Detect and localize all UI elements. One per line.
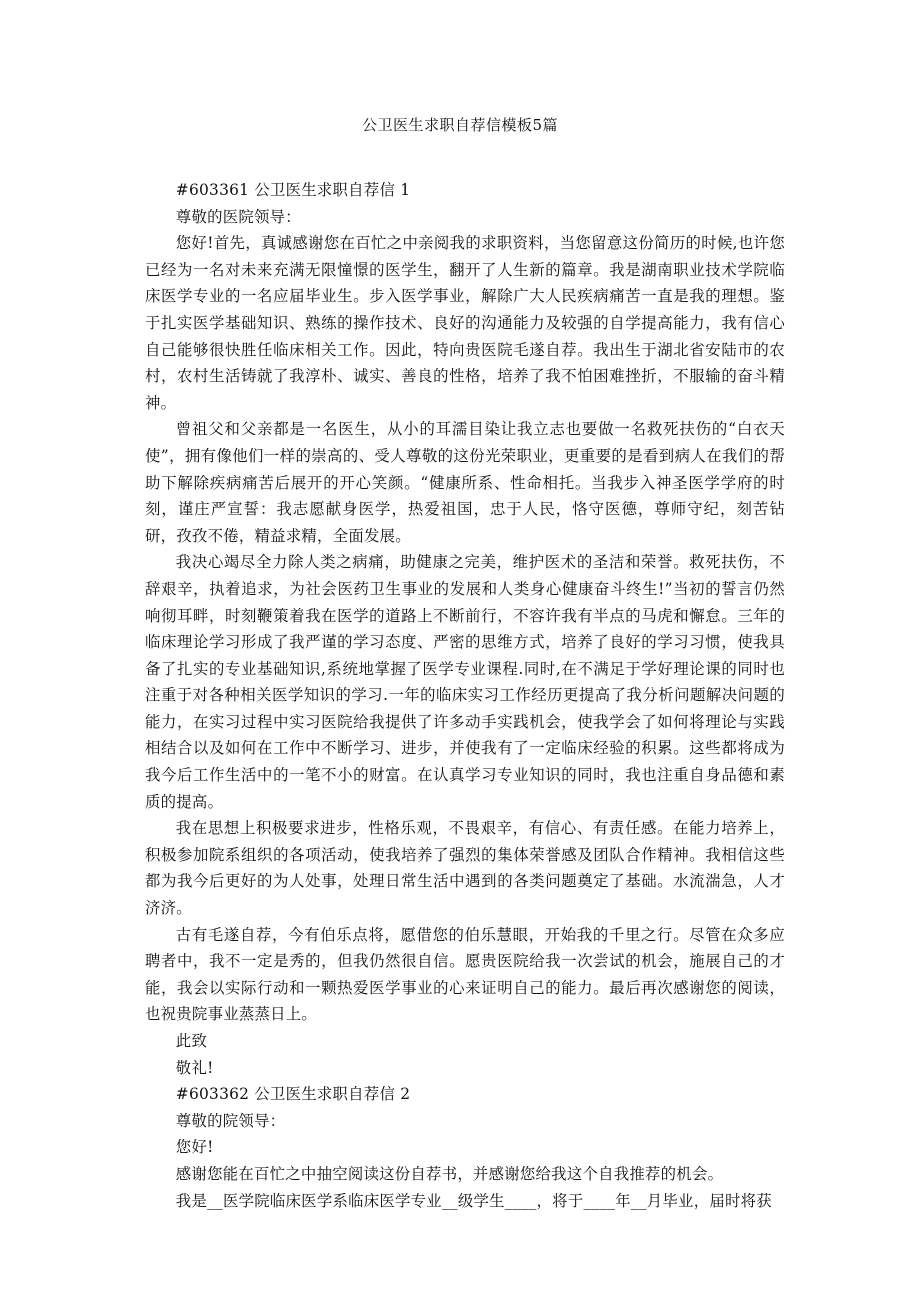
letter-1-salutation: 尊敬的医院领导： <box>175 207 301 226</box>
letter-2-greeting: 您好! <box>175 1138 214 1157</box>
letter-1-paragraph: 我在思想上积极要求进步，性格乐观，不畏艰辛，有信心、有责任感。在能力培养上，积极参加院系组织的各项活动，使我培养了强烈的集体荣誉感及团队合作精神。我相信这些都为我今后更好的为人处事，处理日常生活中遇到的各类问题奠定了基础。水流湍急，人才济济。 <box>145 819 785 918</box>
document-title: 公卫医生求职自荐信模板5篇 <box>361 116 559 134</box>
letter-2-paragraph: 感谢您能在百忙之中抽空阅读这份自荐书，并感谢您给我这个自我推荐的机会。 <box>175 1164 724 1183</box>
letter-1-heading: #603361 公卫医生求职自荐信 1 <box>175 181 411 199</box>
letter-2-salutation: 尊敬的院领导： <box>175 1111 286 1130</box>
letter-1-paragraph: 曾祖父和父亲都是一名医生，从小的耳濡目染让我立志也要做一名救死扶伤的“白衣天使”，拥有像他们一样的崇高的、受人尊敬的这份光荣职业，更重要的是看到病人在我们的帮助下解除疾病痛苦后展开的开心笑颜。“健康所系、性命相托。当我步入神圣医学学府的时刻，谨庄严宣誓：我志愿献身医学，热爱祖国，忠于人民，恪守医德，尊师守纪，刻苦钻研，孜孜不倦，精益求精，全面发展。 <box>145 420 785 545</box>
letter-1-paragraph: 我决心竭尽全力除人类之病痛，助健康之完美，维护医术的圣洁和荣誉。救死扶伤，不辞艰辛，执着追求，为社会医药卫生事业的发展和人类身心健康奋斗终生!”当初的誓言仍然响彻耳畔，时刻鞭策着我在医学的道路上不断前行，不容许我有半点的马虎和懈怠。三年的临床理论学习形成了我严谨的学习态度、严密的思维方式，培养了良好的学习习惯，使我具备了扎实的专业基础知识,系统地掌握了医学专业课程.同时,在不满足于学好理论课的同时也注重于对各种相关医学知识的学习.一年的临床实习工作经历更提高了我分析问题解决问题的能力，在实习过程中实习医院给我提供了许多动手实践机会，使我学会了如何将理论与实践相结合以及如何在工作中不断学习、进步，并使我有了一定临床经验的积累。这些都将成为我今后工作生活中的一笔不小的财富。在认真学习专业知识的同时，我也注重自身品德和素质的提高。 <box>145 553 785 811</box>
document-body <box>145 177 785 1214</box>
letter-2-heading: #603362 公卫医生求职自荐信 2 <box>175 1085 411 1104</box>
letter-1-paragraph: 您好!首先，真诚感谢您在百忙之中亲阅我的求职资料，当您留意这份简历的时候,也许您已经为一名对未来充满无限憧憬的医学生，翻开了人生新的篇章。我是湖南职业技术学院临床医学专业的一名应届毕业生。步入医学事业，解除广大人民疾病痛苦一直是我的理想。鉴于扎实医学基础知识、熟练的操作技术、良好的沟通能力及较强的自学提高能力，我有信心自己能够很快胜任临床相关工作。因此，特向贵医院毛遂自荐。我出生于湖北省安陆市的农村，农村生活铸就了我淳朴、诚实、善良的性格，培养了我不怕困难挫折，不服输的奋斗精神。 <box>145 234 785 412</box>
letter-1-paragraph: 古有毛遂自荐，今有伯乐点将，愿借您的伯乐慧眼，开始我的千里之行。尽管在众多应聘者中，我不一定是秀的，但我仍然很自信。愿贵医院给我一次尝试的机会，施展自己的才能，我会以实际行动和一颗热爱医学事业的心来证明自己的能力。最后再次感谢您的阅读，也祝贵院事业蒸蒸日上。 <box>145 925 785 1024</box>
letter-1-regards: 敬礼! <box>175 1058 214 1077</box>
letter-2-paragraph: 我是__医学院临床医学系临床医学专业__级学生____，将于____年__月毕业，届时将获 <box>175 1191 772 1210</box>
letter-1-closing: 此致 <box>175 1032 208 1050</box>
